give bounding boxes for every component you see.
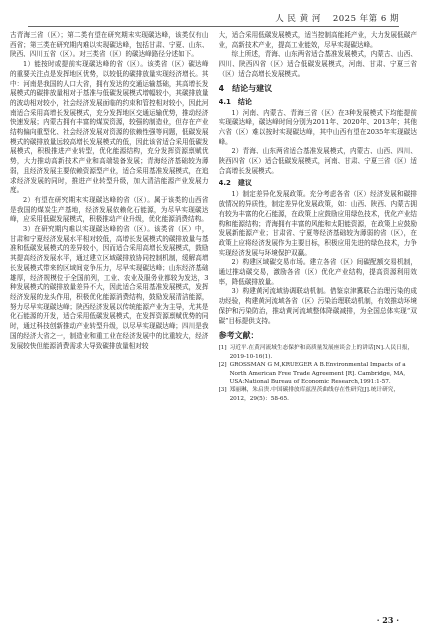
paragraph: 1）能按时或提前实现碳达峰的省（区）。该类省（区）碳达峰的重要关注点是发挥地区优势，以较低的碳排放量实现经济增长。其中：河南是我国的人口大省，拥有发达的交通运输基础，其高增长发展模式的碳排放量相对于基准与低碳发展模式增幅较小，其碳排放量的波动相对较小，社会经济发展面临的约束和管控相对较小，因此河南适合采用高增长发展模式，充分发挥地区交通运输优势，推动经济快速发展；内蒙古拥有丰富的煤炭资源，较强的制造业，但存在产业结构偏向重型化、社会经济发展对资源的依赖性强等问题，低碳发展模式的碳排放量远较高增长发展模式的低，因此该省适合采用低碳发展模式，积极推进产业转型，优化能源结构，充分发挥资源禀赋优势，大力推动高新技术产业和高端装备发展；青海经济基础较为薄弱，且经济发展主要依赖资源型产业，适合采用基准发展模式，在追求经济发展的同时，推进产业转型升级，加大清洁能源产业发展力度。	[10, 60, 209, 195]
left-column	[10, 31, 209, 611]
reference-number: [1]	[218, 345, 227, 352]
reference-text: 习近平.在黄河流域生态保护和高质量发展座谈会上的讲话[N].人民日报，2019-10-16(1).	[229, 345, 414, 360]
paragraph: 2）有望在研究期末实现碳达峰的省（区）。属于该类的山西省是我国的煤炭生产基地，经济发展依赖化石能源，为尽早实现碳达峰，应采用低碳发展模式，积极推动产业升级，优化能源消费结构。	[10, 195, 209, 224]
paragraph: 综上所述，青海、山东两省适合基准发展模式，内蒙古、山西、四川、陕西四省（区）适合低碳发展模式，河南、甘肃、宁夏三省（区）适合高增长发展模式。	[218, 50, 417, 78]
issue-info: 2025 年第 6 期	[332, 14, 399, 24]
page-number: · 23 ·	[376, 615, 399, 625]
journal-name: 人 民 黄 河	[275, 14, 321, 24]
reference-text: 郑丽琳，朱启贵.中国碳排放库兹涅茨曲线存在性研究[J].统计研究，2012，29(5)：58-65.	[229, 387, 400, 402]
reference-number: [3]	[218, 387, 227, 394]
reference-item	[219, 361, 418, 386]
running-header	[28, 8, 399, 27]
paragraph: 3）构建黄河流域协调联动机制。借鉴京津冀联合治理污染的成功经验，构建黄河流域各省（区）污染治理联动机制，有效推动环境保护和污染防治，推动黄河流域整体降碳减排，为全国总体实现“双碳”目标提供支持。	[218, 287, 417, 325]
paragraph: 1）河南、内蒙古、青海三省（区）在3种发展模式下均能提前实现碳达峰，碳达峰时间分别为2011年、2020年、2013年；其他六省（区）难以按时实现碳达峰，其中山西有望在2035年实现碳达峰。	[218, 108, 417, 146]
paragraph: 2）青海、山东两省适合基准发展模式，内蒙古、山西、四川、陕西四省（区）适合低碳发展模式，河南、甘肃、宁夏三省（区）适合高增长发展模式。	[218, 147, 417, 175]
article-body	[10, 31, 417, 611]
right-column	[219, 31, 418, 611]
paragraph: 古青海三省（区）；第二类有望在研究期末实现碳达峰，该类仅有山西省；第三类在研究期内难以实现碳达峰，包括甘肃、宁夏、山东、陕西、四川五省（区）。对三类省（区）的碳达峰路径分述如下。	[10, 31, 209, 59]
references-heading: 参考文献：	[218, 331, 259, 341]
section-heading: 4 结论与建议	[218, 83, 273, 93]
reference-item	[219, 344, 418, 361]
subsection-heading: 4.2 建议	[218, 179, 252, 188]
reference-number: [2]	[218, 362, 227, 369]
paragraph: 大，适合采用低碳发展模式，适当控制高能耗产业，大力发展低碳产业，高新技术产业，提高工业能效，尽早实现碳达峰。	[218, 31, 417, 49]
subsection-heading: 4.1 结论	[218, 97, 252, 106]
reference-text: GROSSMAN G M,KRUEGER A B.Environmental Impacts of a North American Free Trade Agreement [R]. Cambridge, MA, USA:National Bureau of Economic Research,1991:1-57.	[229, 362, 406, 385]
paragraph: 3）在研究期内难以实现碳达峰的省（区）。该类省（区）中，甘肃和宁夏经济发展水平相对较低，高增长发展模式的碳排放量与基准和低碳发展模式的差异较小，因而适合采用高增长发展模式，鼓励其提高经济发展水平，通过建立区域碳排放协同控制机制，缓解高增长发展模式带来的区域间竞争压力，尽早实现碳达峰；山东经济基础雄厚，经济规模位于全国前列，工业、农业及服务业都较为发达，3种发展模式的碳排放量差异不大，因此适合采用基准发展模式，发挥经济发展的龙头作用，积极优化能源消费结构，鼓励发展清洁能源，努力尽早实现碳达峰；陕西经济发展以传统能源产业为主导，尤其是化石能源的开发，适合采用低碳发展模式，在发挥资源禀赋优势的同时，通过科技创新推动产业转型升级，以尽早实现碳达峰；四川是我国的经济大省之一，制造业和重工业在经济发展中的比重较大，经济发展较快但能源消费需求大导致碳排放量相对较	[10, 225, 209, 350]
paragraph: 1）制定差异化发展政策。充分考虑各省（区）经济发展和碳排放情况的异质性，制定差异化发展政策，如：山西、陕西、内蒙古拥有较为丰富的化石能源，在政策上应鼓励应用绿色技术，优化产业结构和能源结构；青海拥有丰富的风能和太阳能资源，在政策上应鼓励发展新能源产业；甘肃省、宁夏等经济基础较为薄弱的省（区），在政策上应将经济发展作为主要目标，积极应用先进的绿色技术，力争实现经济发展与环境保护双赢。	[218, 190, 417, 257]
paragraph: 2）构建区域碳交易市场。建立各省（区）间碳配额交易机制，通过推动碳交易，激励各省（区）优化产业结构，提高资源利用效率，降低碳排放量。	[218, 258, 417, 286]
reference-item	[219, 386, 418, 403]
